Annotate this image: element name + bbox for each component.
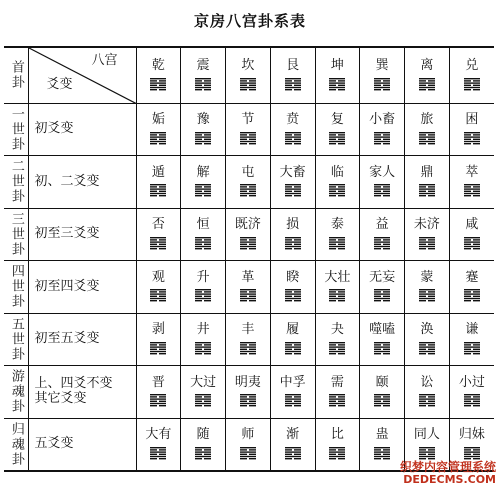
hexagram-name: 涣 <box>420 322 434 338</box>
hexagram-name: 晋 <box>151 374 165 390</box>
row-head: 一世卦 <box>4 103 28 156</box>
hexagram-cell <box>405 156 450 209</box>
hexagram-icon <box>463 393 481 407</box>
hexagram-cell <box>315 418 360 471</box>
hexagram-icon <box>373 341 391 355</box>
yao-change-cell <box>28 156 136 209</box>
hexagram-name: 恒 <box>196 217 210 233</box>
hexagram-icon <box>194 393 212 407</box>
hexagram-name: 节 <box>241 112 255 128</box>
hexagram-cell <box>270 261 315 314</box>
header-row <box>4 47 494 103</box>
hexagram-cell <box>449 156 494 209</box>
hexagram-cell <box>181 261 226 314</box>
palace-header <box>226 47 271 103</box>
table-row <box>4 313 494 366</box>
palace-header <box>270 47 315 103</box>
hexagram-cell <box>360 261 405 314</box>
hexagram-name: 井 <box>196 322 210 338</box>
palace-name: 巽 <box>375 58 389 74</box>
hexagram-icon <box>373 393 391 407</box>
hexagram-name: 旅 <box>420 112 434 128</box>
hexagram-icon <box>328 288 346 302</box>
hexagram-cell <box>181 208 226 261</box>
table-row <box>4 103 494 156</box>
table-row <box>4 208 494 261</box>
yao-change-text: 初至四爻变 <box>34 278 100 294</box>
hexagram-icon <box>149 236 167 250</box>
row-head: 归魂卦 <box>4 418 28 471</box>
table-row <box>4 156 494 209</box>
hexagram-name: 无妄 <box>369 269 396 285</box>
hexagram-cell <box>136 418 181 471</box>
hexagram-name: 讼 <box>420 374 434 390</box>
hexagram-icon <box>239 446 257 460</box>
eight-palaces-table <box>4 46 494 472</box>
hexagram-icon <box>284 236 302 250</box>
hexagram-name: 损 <box>286 217 300 233</box>
hexagram-cell <box>449 366 494 419</box>
hexagram-icon <box>239 288 257 302</box>
hexagram-name: 升 <box>196 269 210 285</box>
hexagram-cell <box>181 366 226 419</box>
hexagram-name: 师 <box>241 427 255 443</box>
hexagram-icon <box>418 446 436 460</box>
hexagram-name: 随 <box>196 427 210 443</box>
hexagram-icon <box>463 446 481 460</box>
hexagram-name: 姤 <box>151 112 165 128</box>
hexagram-cell <box>405 208 450 261</box>
hexagram-cell <box>226 208 271 261</box>
hexagram-cell <box>315 313 360 366</box>
hexagram-icon <box>328 131 346 145</box>
hexagram-name: 渐 <box>286 427 300 443</box>
hexagram-icon <box>463 77 481 91</box>
hexagram-name: 大壮 <box>324 269 351 285</box>
hexagram-cell <box>360 156 405 209</box>
palace-name: 坎 <box>241 58 255 74</box>
hexagram-cell <box>226 418 271 471</box>
hexagram-name: 临 <box>330 164 344 180</box>
hexagram-name: 归妹 <box>458 427 485 443</box>
yao-change-cell <box>28 103 136 156</box>
watermark <box>400 461 496 486</box>
hexagram-cell <box>270 313 315 366</box>
hexagram-name: 贲 <box>286 112 300 128</box>
hexagram-cell <box>226 156 271 209</box>
palace-header <box>405 47 450 103</box>
palace-name: 离 <box>420 58 434 74</box>
hexagram-icon <box>194 236 212 250</box>
hexagram-name: 解 <box>196 164 210 180</box>
hexagram-icon <box>239 236 257 250</box>
hexagram-icon <box>373 131 391 145</box>
hexagram-name: 豫 <box>196 112 210 128</box>
hexagram-name: 屯 <box>241 164 255 180</box>
hexagram-cell <box>405 103 450 156</box>
hexagram-cell <box>405 366 450 419</box>
first-column-header: 首卦 <box>4 47 28 103</box>
hexagram-name: 剥 <box>151 322 165 338</box>
hexagram-name: 小过 <box>458 374 485 390</box>
hexagram-icon <box>284 183 302 197</box>
hexagram-cell <box>181 103 226 156</box>
hexagram-cell <box>360 418 405 471</box>
hexagram-name: 履 <box>286 322 300 338</box>
hexagram-name: 蒙 <box>420 269 434 285</box>
hexagram-name: 观 <box>151 269 165 285</box>
hexagram-icon <box>239 341 257 355</box>
hexagram-cell <box>226 366 271 419</box>
palace-name: 坤 <box>330 58 344 74</box>
hexagram-cell <box>136 366 181 419</box>
hexagram-icon <box>284 288 302 302</box>
hexagram-cell <box>449 208 494 261</box>
hexagram-name: 颐 <box>375 374 389 390</box>
hexagram-name: 萃 <box>465 164 479 180</box>
hexagram-cell <box>360 366 405 419</box>
hexagram-icon <box>194 446 212 460</box>
hexagram-icon <box>239 131 257 145</box>
yao-change-cell <box>28 208 136 261</box>
hexagram-name: 大畜 <box>279 164 306 180</box>
corner-header <box>28 47 136 103</box>
yao-change-text: 初至三爻变 <box>34 226 100 242</box>
hexagram-icon <box>328 183 346 197</box>
hexagram-icon <box>328 446 346 460</box>
yao-change-text: 初爻变 <box>34 121 74 137</box>
palace-name: 兑 <box>465 58 479 74</box>
hexagram-name: 蹇 <box>465 269 479 285</box>
hexagram-icon <box>194 341 212 355</box>
hexagram-icon <box>463 183 481 197</box>
hexagram-icon <box>463 288 481 302</box>
table-title: 京房八宫卦系表 <box>193 12 306 30</box>
hexagram-icon <box>239 183 257 197</box>
hexagram-icon <box>149 393 167 407</box>
hexagram-icon <box>239 77 257 91</box>
hexagram-icon <box>328 236 346 250</box>
hexagram-cell <box>360 313 405 366</box>
hexagram-name: 未济 <box>413 217 440 233</box>
hexagram-cell <box>136 156 181 209</box>
corner-diagonal <box>29 48 137 103</box>
hexagram-name: 丰 <box>241 322 255 338</box>
hexagram-cell <box>136 313 181 366</box>
hexagram-name: 咸 <box>465 217 479 233</box>
hexagram-icon <box>284 393 302 407</box>
palace-header <box>315 47 360 103</box>
table-row <box>4 366 494 419</box>
hexagram-icon <box>284 446 302 460</box>
hexagram-cell <box>360 103 405 156</box>
hexagram-cell <box>360 208 405 261</box>
hexagram-cell <box>315 103 360 156</box>
hexagram-icon <box>373 288 391 302</box>
row-head: 四世卦 <box>4 261 28 314</box>
hexagram-name: 遁 <box>151 164 165 180</box>
watermark-site-name: 织梦内容管理系统 <box>399 459 496 474</box>
hexagram-name: 既济 <box>234 217 261 233</box>
hexagram-icon <box>373 77 391 91</box>
yao-change-cell <box>28 313 136 366</box>
hexagram-icon <box>463 236 481 250</box>
hexagram-cell <box>315 261 360 314</box>
hexagram-cell <box>181 156 226 209</box>
hexagram-name: 明夷 <box>234 374 261 390</box>
hexagram-icon <box>239 393 257 407</box>
hexagram-name: 否 <box>151 217 165 233</box>
hexagram-icon <box>194 183 212 197</box>
hexagram-icon <box>149 341 167 355</box>
hexagram-cell <box>270 418 315 471</box>
hexagram-cell <box>270 208 315 261</box>
hexagram-cell <box>405 261 450 314</box>
hexagram-name: 同人 <box>413 427 440 443</box>
palace-label: 八宫 <box>91 53 118 68</box>
hexagram-name: 小畜 <box>369 112 396 128</box>
hexagram-cell <box>226 261 271 314</box>
hexagram-icon <box>373 446 391 460</box>
hexagram-icon <box>373 183 391 197</box>
palace-name: 震 <box>196 58 210 74</box>
hexagram-icon <box>149 77 167 91</box>
hexagram-name: 大有 <box>145 427 172 443</box>
hexagram-icon <box>149 183 167 197</box>
hexagram-name: 泰 <box>330 217 344 233</box>
hexagram-icon <box>463 341 481 355</box>
hexagram-icon <box>418 77 436 91</box>
yao-change-text: 初、二爻变 <box>34 173 100 189</box>
row-head: 游魂卦 <box>4 366 28 419</box>
palace-header <box>181 47 226 103</box>
palace-name: 乾 <box>151 58 165 74</box>
hexagram-name: 困 <box>465 112 479 128</box>
hexagram-cell <box>405 313 450 366</box>
hexagram-cell <box>449 103 494 156</box>
hexagram-name: 中孚 <box>279 374 306 390</box>
hexagram-icon <box>149 288 167 302</box>
hexagram-name: 蛊 <box>375 427 389 443</box>
row-head: 二世卦 <box>4 156 28 209</box>
table-row <box>4 261 494 314</box>
hexagram-icon <box>418 288 436 302</box>
hexagram-icon <box>418 341 436 355</box>
hexagram-name: 家人 <box>369 164 396 180</box>
hexagram-name: 鼎 <box>420 164 434 180</box>
yao-change-cell <box>28 261 136 314</box>
hexagram-icon <box>418 183 436 197</box>
hexagram-icon <box>284 131 302 145</box>
hexagram-name: 大过 <box>190 374 217 390</box>
palace-header <box>449 47 494 103</box>
hexagram-cell <box>449 313 494 366</box>
palace-header <box>360 47 405 103</box>
hexagram-name: 复 <box>330 112 344 128</box>
hexagram-name: 噬嗑 <box>369 322 396 338</box>
hexagram-icon <box>373 236 391 250</box>
hexagram-icon <box>194 77 212 91</box>
palace-header <box>136 47 181 103</box>
hexagram-icon <box>328 77 346 91</box>
hexagram-icon <box>194 288 212 302</box>
hexagram-cell <box>315 156 360 209</box>
hexagram-cell <box>136 208 181 261</box>
hexagram-cell <box>226 103 271 156</box>
hexagram-icon <box>149 446 167 460</box>
hexagram-icon <box>418 131 436 145</box>
hexagram-icon <box>149 131 167 145</box>
yao-change-text: 初至五爻变 <box>34 331 100 347</box>
yao-change-label: 爻变 <box>46 77 73 93</box>
hexagram-name: 睽 <box>286 269 300 285</box>
hexagram-name: 需 <box>330 374 344 390</box>
hexagram-icon <box>194 131 212 145</box>
yao-change-cell <box>28 418 136 471</box>
palace-name: 艮 <box>286 58 300 74</box>
hexagram-name: 夬 <box>330 322 344 338</box>
hexagram-name: 益 <box>375 217 389 233</box>
watermark-url: DEDECMS.COM <box>403 472 496 486</box>
hexagram-cell <box>226 313 271 366</box>
hexagram-cell <box>181 418 226 471</box>
hexagram-cell <box>181 313 226 366</box>
hexagram-cell <box>270 103 315 156</box>
hexagram-icon <box>284 77 302 91</box>
hexagram-cell <box>136 261 181 314</box>
hexagram-cell <box>270 156 315 209</box>
hexagram-cell <box>270 366 315 419</box>
hexagram-icon <box>328 341 346 355</box>
hexagram-icon <box>418 236 436 250</box>
hexagram-icon <box>328 393 346 407</box>
hexagram-cell <box>449 261 494 314</box>
yao-change-cell <box>28 366 136 419</box>
hexagram-icon <box>418 393 436 407</box>
row-head: 五世卦 <box>4 313 28 366</box>
hexagram-cell <box>136 103 181 156</box>
yao-change-text: 上、四爻不变 其它爻变 <box>34 376 113 406</box>
hexagram-name: 比 <box>330 427 344 443</box>
hexagram-name: 谦 <box>465 322 479 338</box>
hexagram-icon <box>284 341 302 355</box>
hexagram-name: 革 <box>241 269 255 285</box>
row-head: 三世卦 <box>4 208 28 261</box>
hexagram-icon <box>463 131 481 145</box>
hexagram-cell <box>315 208 360 261</box>
yao-change-text: 五爻变 <box>34 435 74 451</box>
hexagram-cell <box>315 366 360 419</box>
